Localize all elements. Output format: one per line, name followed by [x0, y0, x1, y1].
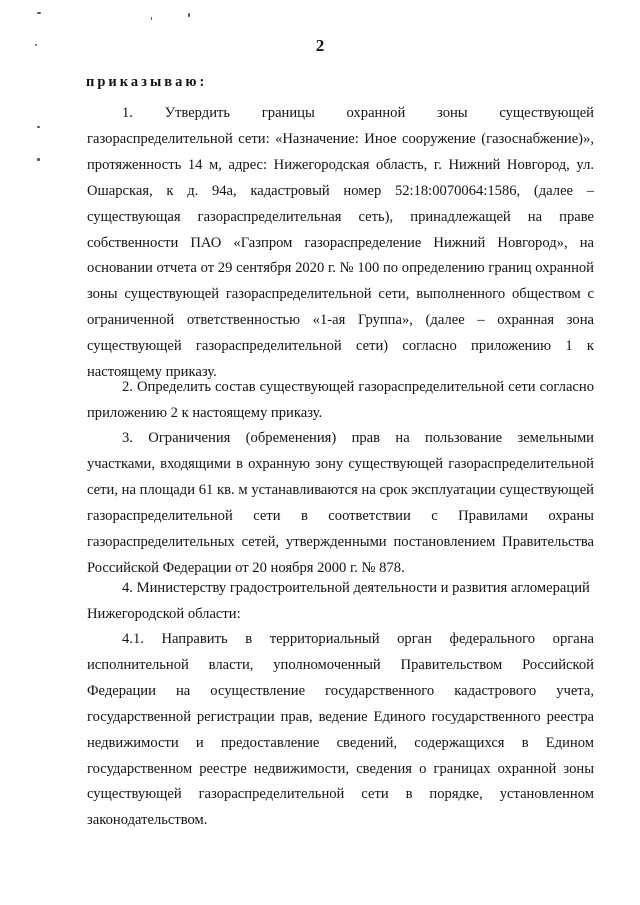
scan-speck — [151, 17, 152, 20]
page-number: 2 — [315, 36, 325, 55]
paragraph-1: 1. Утвердить границы охранной зоны существующей газораспределительной сети: «Назначение: Иное сооружение (газоснабжение)», протяженность 14 м, адрес: Нижегородская область, г. Нижний Новгород, ул. Ошарская, к д. 94а, кадастровый номер 52:18:0070064:1586, (далее – существующая газораспределительная сеть), принадлежащей на праве собственности ПАО «Газпром газораспределение Нижний Новгород», на основании отчета от 29 сентября 2020 г. № 100 по определению границ охранной зоны существующей газораспределительной сети, выполненного обществом с ограниченной ответственностью «1-ая Группа», (далее – охранная зона существующей газораспределительной сети) согласно приложению 1 к настоящему приказу. — [87, 105, 594, 381]
scan-speck — [37, 158, 40, 161]
scan-speck — [37, 12, 41, 14]
scan-speck — [188, 13, 190, 17]
paragraph-4-1: 4.1. Направить в территориальный орган федерального органа исполнительной власти, уполномоченный Правительством Российской Федерации на осуществление государственного кадастрового учета, государственной регистрации прав, ведение Единого государственного реестра недвижимости и предоставление сведений, содержащихся в Едином государственном реестре недвижимости, сведения о границах охранной зоны существующей газораспределительной сети в порядке, установленном законодательством. — [87, 631, 594, 829]
paragraph-3: 3. Ограничения (обременения) прав на пользование земельными участками, входящими в охранную зону существующей газораспределительной сети, на площади 61 кв. м устанавливаются на срок эксплуатации существующей газораспределительной сети в соответствии с Правилами охраны газораспределительных сетей, утвержденными постановлением Правительства Российской Федерации от 20 ноября 2000 г. № 878. — [87, 430, 594, 576]
scan-speck — [37, 126, 40, 128]
paragraph-2: 2. Определить состав существующей газораспределительной сети согласно приложению 2 к настоящему приказу. — [87, 379, 594, 421]
order-heading: приказываю: — [86, 74, 208, 90]
paragraph-4: 4. Министерству градостроительной деятельности и развития агломераций Нижегородской области: — [87, 580, 590, 622]
